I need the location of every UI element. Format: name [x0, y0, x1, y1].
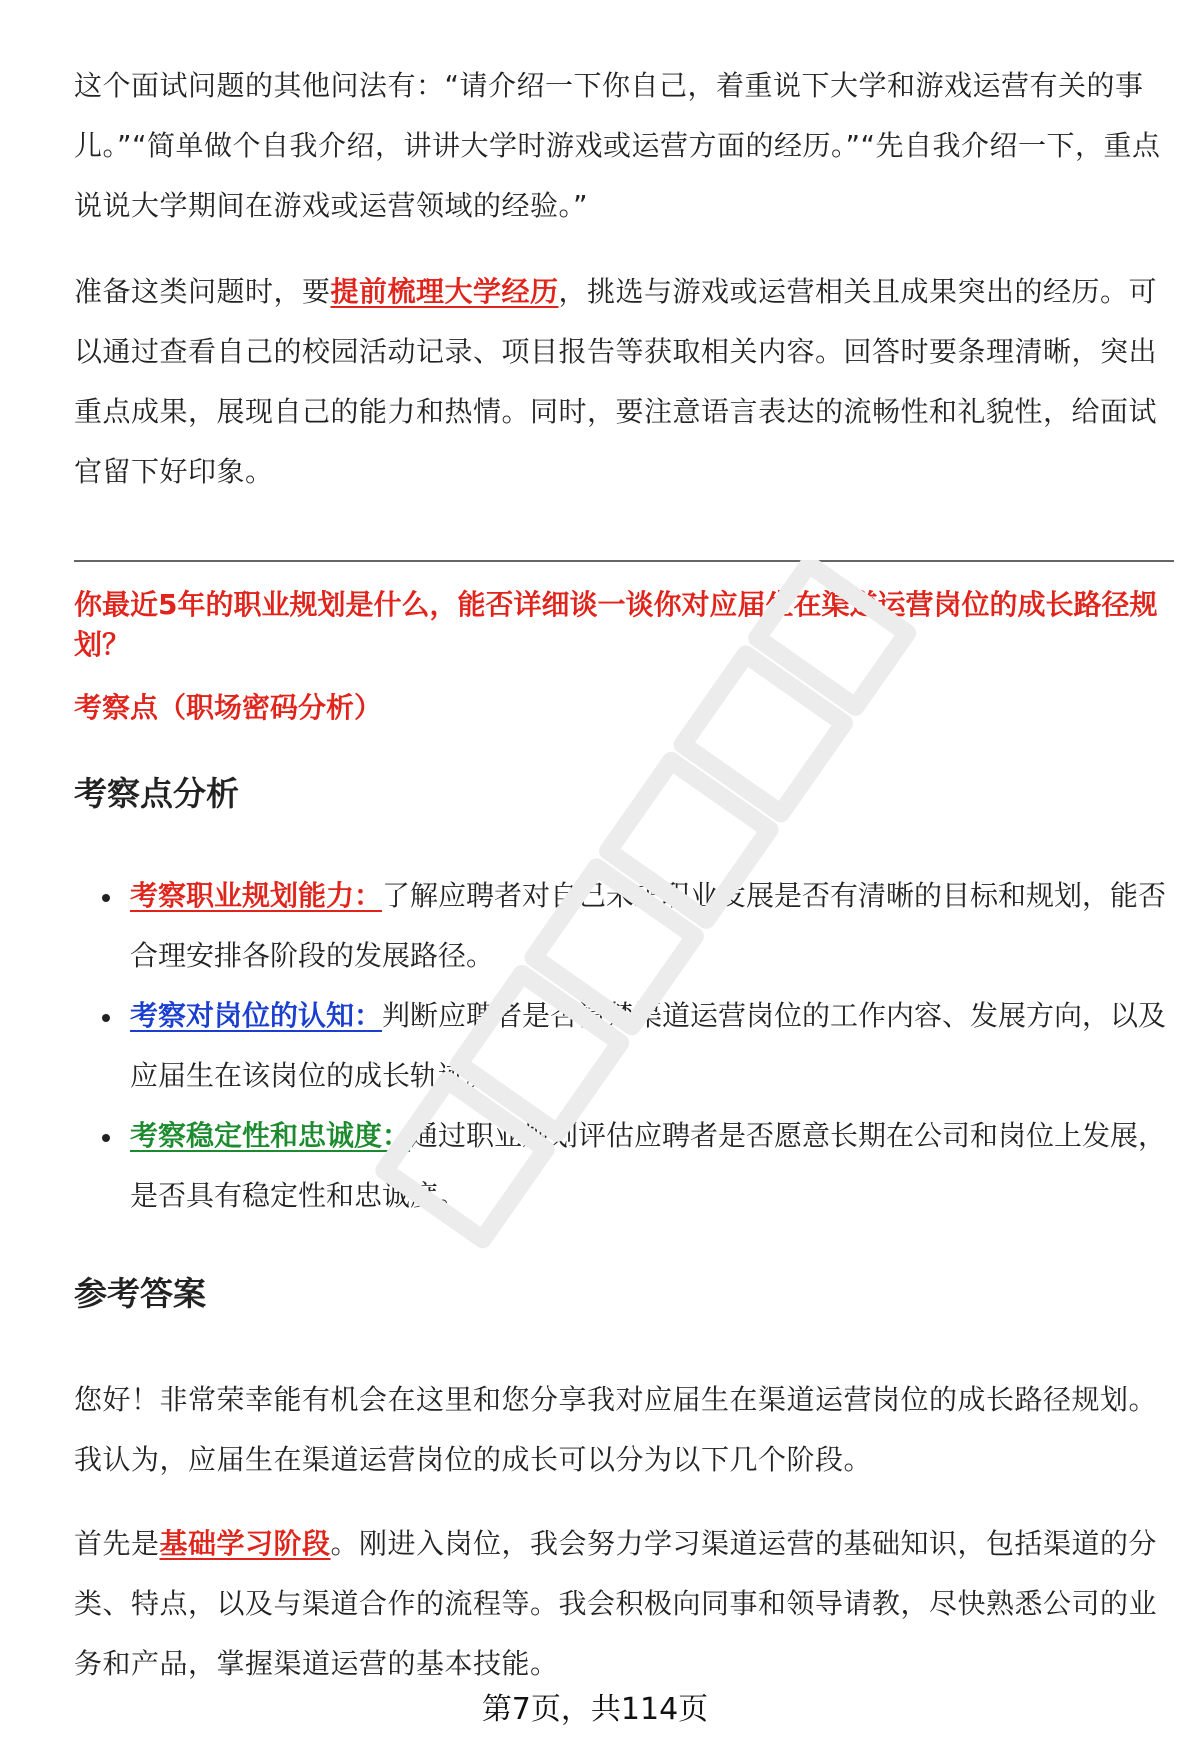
stage-highlight: 基础学习阶段 [159, 1527, 331, 1560]
bullet-label: 考察稳定性和忠诚度： [130, 1119, 411, 1152]
interview-question: 你最近5年的职业规划是什么，能否详细谈一谈你对应届生在渠道运营岗位的成长路径规划？ [74, 588, 1158, 661]
bullet-label: 考察对岗位的认知： [130, 999, 383, 1032]
reference-answer-heading: 参考答案 [74, 1274, 206, 1313]
preparation-highlight: 提前梳理大学经历 [330, 275, 559, 308]
bullet-dot-icon [102, 1014, 110, 1022]
bullet-item-role-awareness [74, 986, 1174, 1106]
bullet-item-stability-loyalty [74, 1106, 1174, 1226]
bullet-dot-icon [102, 1134, 110, 1142]
bullet-dot-icon [102, 894, 110, 902]
bullet-text: 了解应聘者对自己未来职业发展是否有清晰的目标和规划，能否合理安排各阶段的发展路径。 [130, 879, 1167, 972]
bullet-text: 通过职业规划评估应聘者是否愿意长期在公司和岗位上发展，是否具有稳定性和忠诚度。 [130, 1119, 1167, 1212]
section-divider [74, 560, 1174, 562]
analysis-bullet-list [74, 866, 1174, 1226]
preparation-text-before: 准备这类问题时，要 [74, 275, 331, 308]
bullet-text: 判断应聘者是否清楚渠道运营岗位的工作内容、发展方向，以及应届生在该岗位的成长轨迹。 [130, 999, 1167, 1092]
bullet-item-career-planning [74, 866, 1174, 986]
assessment-point-label: 考察点（职场密码分析） [74, 691, 383, 724]
analysis-heading: 考察点分析 [74, 774, 239, 813]
answer-intro-paragraph: 您好！非常荣幸能有机会在这里和您分享我对应届生在渠道运营岗位的成长路径规划。我认为，应届生在渠道运营岗位的成长可以分为以下几个阶段。 [74, 1383, 1158, 1476]
page-footer: 第7页，共114页 [481, 1692, 709, 1727]
preparation-paragraph [74, 262, 1174, 502]
stage-text-before: 首先是 [74, 1527, 160, 1560]
bullet-label: 考察职业规划能力： [130, 879, 383, 912]
preparation-text-after: ，挑选与游戏或运营相关且成果突出的经历。可以通过查看自己的校园活动记录、项目报告等获取相关内容。回答时要条理清晰，突出重点成果，展现自己的能力和热情。同时，要注意语言表达的流畅性和礼貌性，给面试官留下好印象。 [74, 275, 1158, 488]
stage-text-after: 。刚进入岗位，我会努力学习渠道运营的基础知识，包括渠道的分类、特点，以及与渠道合作的流程等。我会积极向同事和领导请教，尽快熟悉公司的业务和产品，掌握渠道运营的基本技能。 [74, 1527, 1158, 1680]
alternative-questions-paragraph: 这个面试问题的其他问法有：“请介绍一下你自己，着重说下大学和游戏运营有关的事儿。”“简单做个自我介绍，讲讲大学时游戏或运营方面的经历。”“先自我介绍一下，重点说说大学期间在游戏或运营领域的经验。” [74, 69, 1161, 222]
answer-stage-paragraph [74, 1514, 1174, 1694]
